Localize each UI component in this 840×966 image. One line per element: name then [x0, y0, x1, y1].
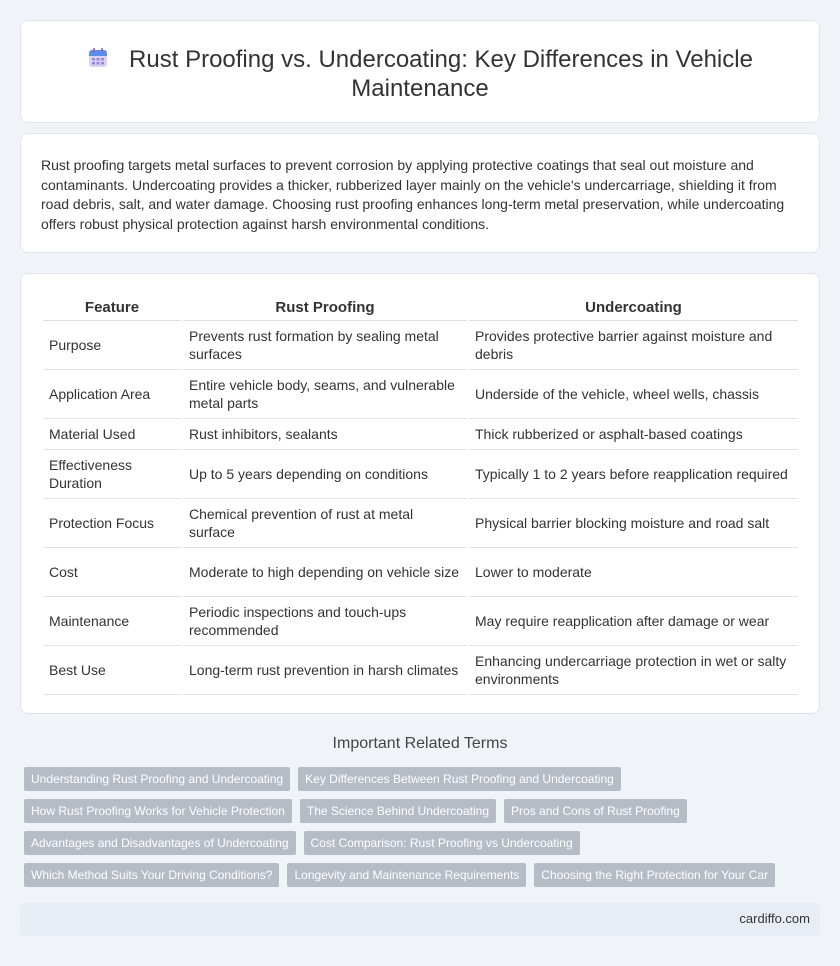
rust-proofing-cell: Up to 5 years depending on conditions: [182, 449, 468, 498]
rust-proofing-cell: Entire vehicle body, seams, and vulnerable metal parts: [182, 369, 468, 418]
table-row: [43, 418, 798, 449]
table-row: [43, 596, 798, 645]
rust-proofing-cell: Prevents rust formation by sealing metal surfaces: [182, 320, 468, 369]
rust-proofing-cell: Long-term rust prevention in harsh climates: [182, 645, 468, 694]
rust-proofing-cell: Chemical prevention of rust at metal surface: [182, 498, 468, 547]
related-term-tag[interactable]: Cost Comparison: Rust Proofing vs Undercoating: [304, 831, 580, 855]
related-terms-list: [24, 767, 814, 895]
footer: [20, 903, 820, 936]
intro-text: Rust proofing targets metal surfaces to prevent corrosion by applying protective coatings that seal out moisture and contaminants. Undercoating provides a thicker, rubberized layer mainly on the vehicle's undercarriage, shielding it from road debris, salt, and water damage. Choosing rust proofing enhances long-term metal preservation, while undercoating offers robust physical protection against harsh environmental conditions.: [41, 157, 785, 232]
footer-site-link[interactable]: cardiffo.com: [739, 911, 810, 926]
feature-cell: Application Area: [43, 369, 182, 418]
page-title: Rust Proofing vs. Undercoating: Key Differences in Vehicle Maintenance: [129, 46, 753, 102]
tag-row: [24, 863, 814, 887]
table-row: [43, 645, 798, 694]
related-term-tag[interactable]: Longevity and Maintenance Requirements: [287, 863, 526, 887]
comparison-table: [43, 298, 798, 695]
table-row: [43, 369, 798, 418]
related-term-tag[interactable]: Pros and Cons of Rust Proofing: [504, 799, 687, 823]
header-feature: Feature: [43, 298, 182, 320]
page-title-wrap: [21, 45, 819, 103]
header-undercoating: Undercoating: [468, 298, 798, 320]
feature-cell: Best Use: [43, 645, 182, 694]
feature-cell: Effectiveness Duration: [43, 449, 182, 498]
table-row: [43, 449, 798, 498]
related-term-tag[interactable]: Advantages and Disadvantages of Undercoating: [24, 831, 296, 855]
feature-cell: Protection Focus: [43, 498, 182, 547]
related-term-tag[interactable]: Choosing the Right Protection for Your Car: [534, 863, 775, 887]
feature-cell: Cost: [43, 547, 182, 596]
header-rust-proofing: Rust Proofing: [182, 298, 468, 320]
related-term-tag[interactable]: How Rust Proofing Works for Vehicle Protection: [24, 799, 292, 823]
undercoating-cell: Lower to moderate: [468, 547, 798, 596]
tag-row: [24, 767, 814, 791]
calendar-icon: [87, 47, 109, 69]
undercoating-cell: Underside of the vehicle, wheel wells, chassis: [468, 369, 798, 418]
related-terms-title: Important Related Terms: [332, 735, 508, 752]
related-term-tag[interactable]: The Science Behind Undercoating: [300, 799, 496, 823]
undercoating-cell: Thick rubberized or asphalt-based coatings: [468, 418, 798, 449]
undercoating-cell: May require reapplication after damage or wear: [468, 596, 798, 645]
title-card: [20, 20, 820, 123]
intro-card: [20, 133, 820, 253]
undercoating-cell: Typically 1 to 2 years before reapplication required: [468, 449, 798, 498]
rust-proofing-cell: Periodic inspections and touch-ups recommended: [182, 596, 468, 645]
table-header-row: [43, 298, 798, 320]
table-row: [43, 547, 798, 596]
table-row: [43, 320, 798, 369]
feature-cell: Maintenance: [43, 596, 182, 645]
undercoating-cell: Enhancing undercarriage protection in wet or salty environments: [468, 645, 798, 694]
table-row: [43, 498, 798, 547]
rust-proofing-cell: Moderate to high depending on vehicle size: [182, 547, 468, 596]
related-term-tag[interactable]: Understanding Rust Proofing and Undercoating: [24, 767, 290, 791]
related-term-tag[interactable]: Which Method Suits Your Driving Conditions?: [24, 863, 279, 887]
feature-cell: Material Used: [43, 418, 182, 449]
tag-row: [24, 831, 814, 855]
related-term-tag[interactable]: Key Differences Between Rust Proofing and Undercoating: [298, 767, 621, 791]
tag-row: [24, 799, 814, 823]
feature-cell: Purpose: [43, 320, 182, 369]
undercoating-cell: Provides protective barrier against moisture and debris: [468, 320, 798, 369]
rust-proofing-cell: Rust inhibitors, sealants: [182, 418, 468, 449]
comparison-table-card: [20, 273, 820, 714]
undercoating-cell: Physical barrier blocking moisture and road salt: [468, 498, 798, 547]
